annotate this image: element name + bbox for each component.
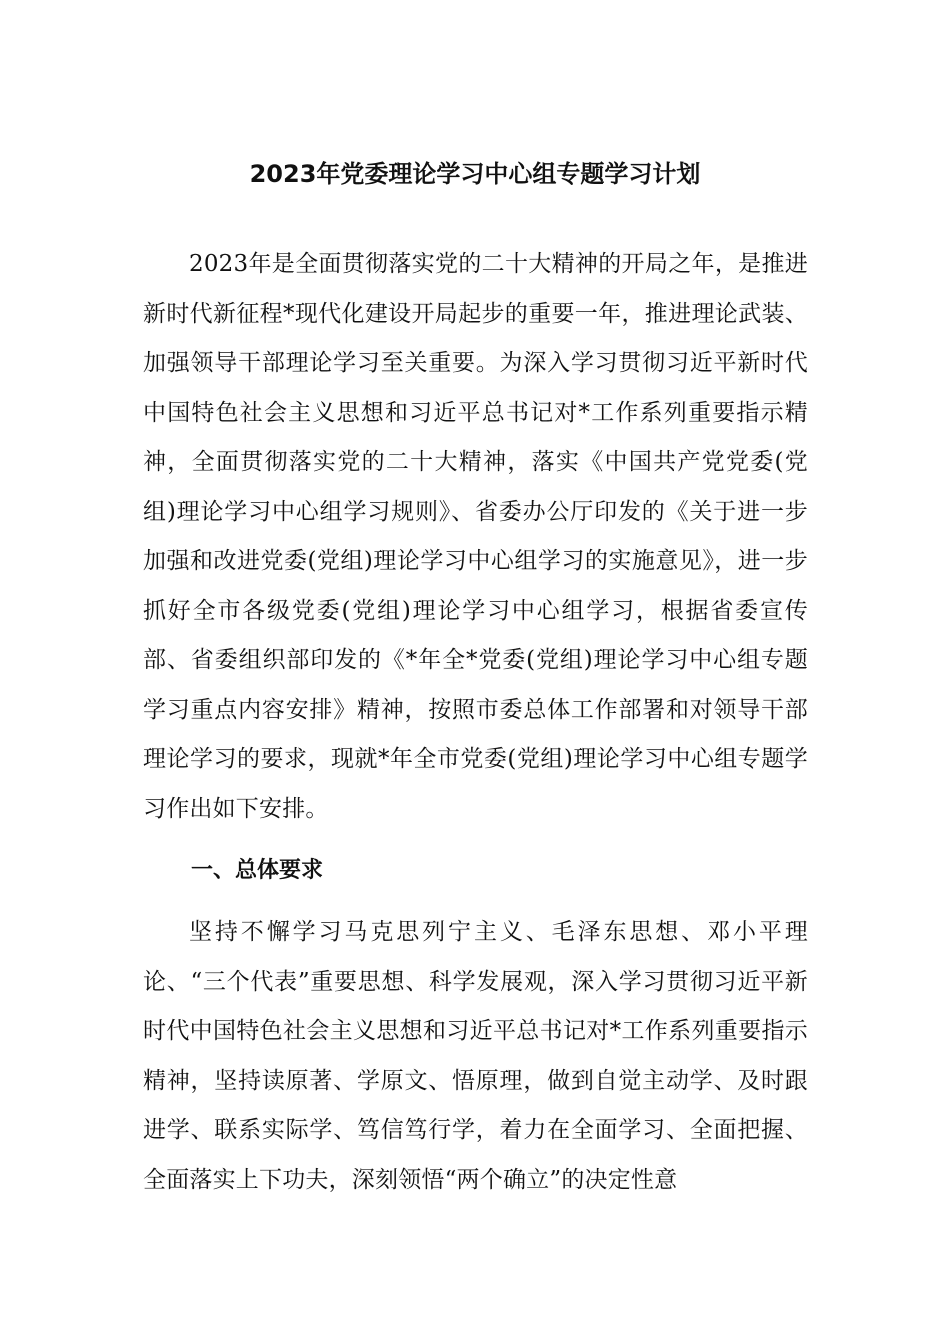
document-title: 2023年党委理论学习中心组专题学习计划: [249, 160, 701, 188]
intro-paragraph: 2023年是全面贯彻落实党的二十大精神的开局之年，是推进新时代新征程*现代化建设开局起步的重要一年，推进理论武装、加强领导干部理论学习至关重要。为深入学习贯彻习近平新时代中国特色社会主义思想和习近平总书记对*工作系列重要指示精神，全面贯彻落实党的二十大精神，落实《中国共产党党委(党组)理论学习中心组学习规则》、省委办公厅印发的《关于进一步加强和改进党委(党组)理论学习中心组学习的实施意见》，进一步抓好全市各级党委(党组)理论学习中心组学习，根据省委宣传部、省委组织部印发的《*年全*党委(党组)理论学习中心组专题学习重点内容安排》精神，按照市委总体工作部署和对领导干部理论学习的要求，现就*年全市党委(党组)理论学习中心组专题学习作出如下安排。: [143, 251, 808, 822]
section-heading-general-requirements: 一、总体要求: [191, 858, 324, 883]
section-body-general-requirements: 坚持不懈学习马克思列宁主义、毛泽东思想、邓小平理论、“三个代表”重要思想、科学发展观，深入学习贯彻习近平新时代中国特色社会主义思想和习近平总书记对*工作系列重要指示精神，坚持读原著、学原文、悟原理，做到自觉主动学、及时跟进学、联系实际学、笃信笃行学，着力在全面学习、全面把握、全面落实上下功夫，深刻领悟“两个确立”的决定性意: [143, 919, 808, 1193]
